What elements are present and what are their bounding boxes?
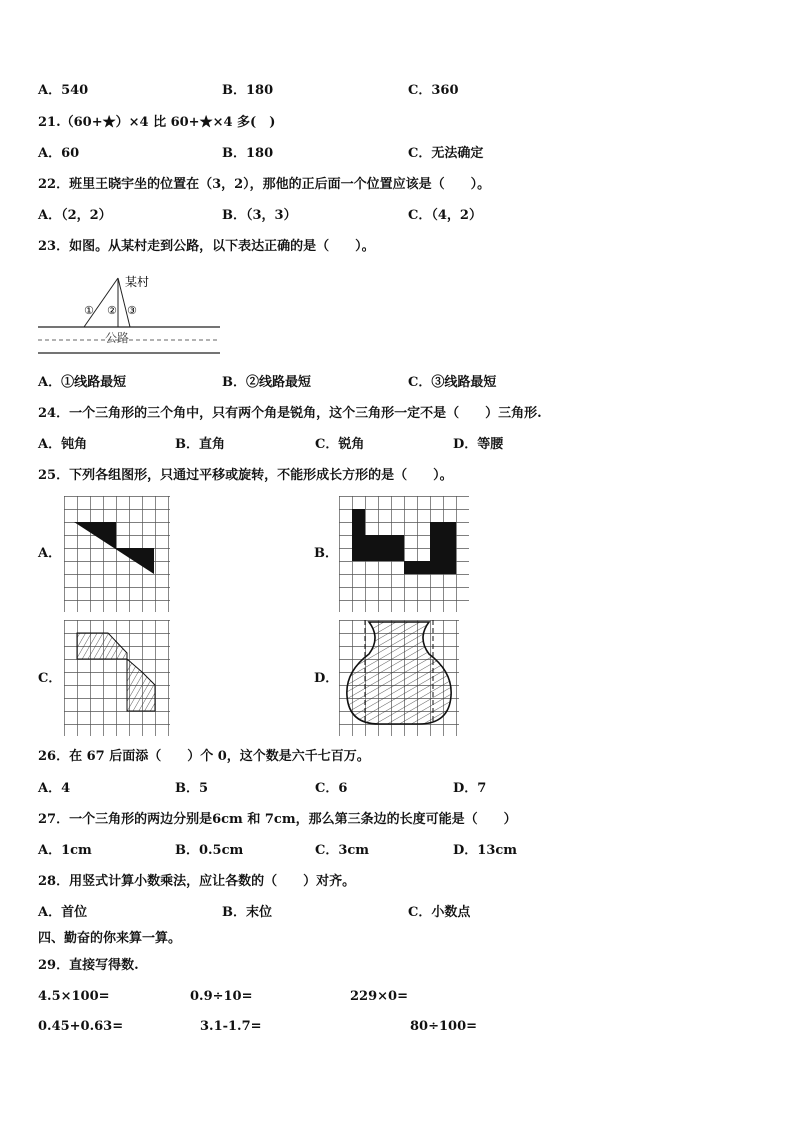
q23-stem: 23．如图。从某村走到公路，以下表达正确的是（ ）。 [38,239,375,254]
road-label: 公路 [105,331,130,345]
q20-option-c: C．360 [408,83,459,98]
q23-option-b: B．②线路最短 [222,375,311,390]
q22-option-b: B．（3，3） [222,208,297,223]
q25-option-b: B． [314,546,338,561]
route-1-label: ① [84,304,94,317]
q27-option-c: C．3cm [315,843,370,858]
village-label: 某村 [125,275,150,289]
q29-expr-4: 0.45+0.63= [38,1019,124,1034]
q29-expr-2: 0.9÷10= [190,989,253,1004]
q22-option-a: A．（2，2） [38,208,112,223]
q26-stem: 26．在 67 后面添（ ）个 0，这个数是六千七百万。 [38,749,370,764]
q29-stem: 29．直接写得数. [38,958,139,973]
q25-figure-c [64,620,170,736]
q29-expr-3: 229×0= [350,989,408,1004]
q25-option-a: A． [38,546,62,561]
route-2-label: ② [107,304,117,317]
q21-stem: 21.（60+★）×4 比 60+★×4 多( ) [38,115,276,130]
q24-stem: 24．一个三角形的三个角中，只有两个角是锐角，这个三角形一定不是（ ）三角形. [38,406,542,421]
q25-figure-b [339,496,469,612]
q26-option-b: B．5 [175,781,209,796]
q29-expr-6: 80÷100= [410,1019,478,1034]
q27-option-d: D．13cm [453,843,518,858]
q22-option-c: C．（4，2） [408,208,482,223]
q28-option-a: A．首位 [38,905,88,920]
q26-option-d: D．7 [453,781,487,796]
q25-figure-a [64,496,170,612]
q27-stem: 27．一个三角形的两边分别是6cm 和 7cm，那么第三条边的长度可能是（ ） [38,812,517,827]
q27-option-a: A．1cm [38,843,92,858]
q26-option-a: A．4 [38,781,71,796]
q21-option-b: B．180 [222,146,274,161]
q29-expr-1: 4.5×100= [38,989,110,1004]
q25-option-d: D． [314,671,339,686]
q26-option-c: C．6 [315,781,348,796]
q20-option-b: B．180 [222,83,274,98]
q27-option-b: B．0.5cm [175,843,244,858]
q21-option-a: A．60 [38,146,80,161]
q24-option-b: B．直角 [175,437,225,452]
q25-stem: 25．下列各组图形，只通过平移或旋转，不能形成长方形的是（ ）。 [38,468,453,483]
q22-stem: 22．班里王晓宇坐的位置在（3，2），那他的正后面一个位置应该是（ ）。 [38,177,491,192]
q23-option-c: C．③线路最短 [408,375,497,390]
q20-option-a: A．540 [38,83,89,98]
q24-option-a: A．钝角 [38,437,88,452]
q28-option-b: B．末位 [222,905,272,920]
route-3-label: ③ [127,304,137,317]
q24-option-c: C．锐角 [315,437,365,452]
q21-option-c: C．无法确定 [408,146,484,161]
q24-option-d: D．等腰 [453,437,504,452]
q29-expr-5: 3.1-1.7= [200,1019,262,1034]
q23-option-a: A．①线路最短 [38,375,127,390]
q28-stem: 28．用竖式计算小数乘法，应让各数的（ ）对齐。 [38,874,356,889]
q23-road-figure [38,272,222,358]
q25-figure-d [339,620,459,736]
section-4-heading: 四、勤奋的你来算一算。 [38,931,182,946]
q28-option-c: C．小数点 [408,905,471,920]
q25-option-c: C． [38,671,62,686]
